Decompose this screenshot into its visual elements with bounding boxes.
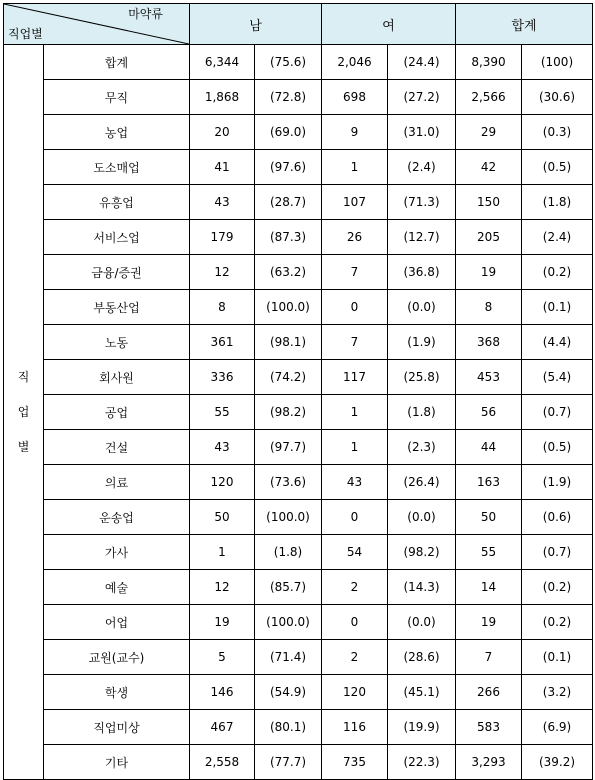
side-label-cell [4, 45, 44, 780]
female-percent-cell: (12.7) [388, 220, 456, 255]
total-percent-cell: (0.6) [522, 500, 593, 535]
total-count-cell: 3,293 [456, 745, 522, 780]
occupation-name-cell: 농업 [44, 115, 190, 150]
female-count-cell: 735 [322, 745, 388, 780]
occupation-name-cell: 합계 [44, 45, 190, 80]
male-count-cell: 12 [190, 255, 255, 290]
female-percent-cell: (71.3) [388, 185, 456, 220]
table-row [4, 710, 593, 745]
total-count-cell: 2,566 [456, 80, 522, 115]
total-count-cell: 205 [456, 220, 522, 255]
total-count-cell: 19 [456, 605, 522, 640]
total-percent-cell: (100) [522, 45, 593, 80]
female-count-cell: 2,046 [322, 45, 388, 80]
male-count-cell: 19 [190, 605, 255, 640]
diagonal-header-cell [4, 4, 190, 45]
male-percent-cell: (80.1) [255, 710, 322, 745]
female-count-cell: 7 [322, 325, 388, 360]
occupation-name-cell: 서비스업 [44, 220, 190, 255]
side-label-char: 직 [17, 369, 30, 384]
female-count-cell: 43 [322, 465, 388, 500]
female-percent-cell: (27.2) [388, 80, 456, 115]
female-count-cell: 698 [322, 80, 388, 115]
female-count-cell: 1 [322, 395, 388, 430]
female-count-cell: 26 [322, 220, 388, 255]
male-count-cell: 50 [190, 500, 255, 535]
male-percent-cell: (72.8) [255, 80, 322, 115]
total-count-cell: 266 [456, 675, 522, 710]
total-count-cell: 150 [456, 185, 522, 220]
table-row [4, 45, 593, 80]
total-percent-cell: (0.5) [522, 150, 593, 185]
table-row [4, 360, 593, 395]
table-row [4, 745, 593, 780]
table-row [4, 465, 593, 500]
table-row [4, 185, 593, 220]
female-count-cell: 116 [322, 710, 388, 745]
female-percent-cell: (28.6) [388, 640, 456, 675]
occupation-name-cell: 기타 [44, 745, 190, 780]
female-count-cell: 117 [322, 360, 388, 395]
total-count-cell: 29 [456, 115, 522, 150]
female-count-cell: 0 [322, 290, 388, 325]
male-percent-cell: (73.6) [255, 465, 322, 500]
total-percent-cell: (0.3) [522, 115, 593, 150]
male-count-cell: 179 [190, 220, 255, 255]
female-count-cell: 107 [322, 185, 388, 220]
male-percent-cell: (100.0) [255, 605, 322, 640]
male-count-cell: 361 [190, 325, 255, 360]
total-percent-cell: (0.1) [522, 290, 593, 325]
total-percent-cell: (5.4) [522, 360, 593, 395]
total-count-cell: 163 [456, 465, 522, 500]
female-percent-cell: (36.8) [388, 255, 456, 290]
occupation-name-cell: 회사원 [44, 360, 190, 395]
total-percent-cell: (0.2) [522, 570, 593, 605]
occupation-name-cell: 공업 [44, 395, 190, 430]
female-percent-cell: (1.8) [388, 395, 456, 430]
male-percent-cell: (97.6) [255, 150, 322, 185]
female-percent-cell: (0.0) [388, 605, 456, 640]
occupation-name-cell: 학생 [44, 675, 190, 710]
female-count-cell: 54 [322, 535, 388, 570]
male-percent-cell: (98.1) [255, 325, 322, 360]
header-total: 합계 [456, 4, 593, 45]
drug-occupation-table [3, 3, 593, 780]
total-percent-cell: (30.6) [522, 80, 593, 115]
female-count-cell: 1 [322, 150, 388, 185]
male-count-cell: 146 [190, 675, 255, 710]
total-count-cell: 14 [456, 570, 522, 605]
female-percent-cell: (14.3) [388, 570, 456, 605]
total-percent-cell: (2.4) [522, 220, 593, 255]
male-percent-cell: (100.0) [255, 290, 322, 325]
total-count-cell: 8 [456, 290, 522, 325]
total-count-cell: 368 [456, 325, 522, 360]
occupation-name-cell: 노동 [44, 325, 190, 360]
female-percent-cell: (22.3) [388, 745, 456, 780]
total-percent-cell: (1.9) [522, 465, 593, 500]
male-count-cell: 43 [190, 430, 255, 465]
female-percent-cell: (2.3) [388, 430, 456, 465]
header-male: 남 [190, 4, 322, 45]
total-percent-cell: (6.9) [522, 710, 593, 745]
female-count-cell: 2 [322, 640, 388, 675]
side-label-char: 업 [17, 404, 30, 419]
table-row [4, 220, 593, 255]
male-percent-cell: (100.0) [255, 500, 322, 535]
male-count-cell: 55 [190, 395, 255, 430]
table-row [4, 395, 593, 430]
table-row [4, 430, 593, 465]
female-percent-cell: (45.1) [388, 675, 456, 710]
male-count-cell: 120 [190, 465, 255, 500]
occupation-name-cell: 운송업 [44, 500, 190, 535]
table-row [4, 605, 593, 640]
occupation-name-cell: 예술 [44, 570, 190, 605]
total-percent-cell: (0.7) [522, 395, 593, 430]
table-row [4, 570, 593, 605]
table-row [4, 255, 593, 290]
female-count-cell: 9 [322, 115, 388, 150]
total-count-cell: 453 [456, 360, 522, 395]
table-row [4, 535, 593, 570]
occupation-name-cell: 도소매업 [44, 150, 190, 185]
male-percent-cell: (63.2) [255, 255, 322, 290]
total-percent-cell: (0.1) [522, 640, 593, 675]
occupation-name-cell: 부동산업 [44, 290, 190, 325]
male-count-cell: 43 [190, 185, 255, 220]
female-count-cell: 2 [322, 570, 388, 605]
female-percent-cell: (25.8) [388, 360, 456, 395]
female-percent-cell: (1.9) [388, 325, 456, 360]
male-percent-cell: (69.0) [255, 115, 322, 150]
occupation-name-cell: 교원(교수) [44, 640, 190, 675]
total-percent-cell: (4.4) [522, 325, 593, 360]
male-count-cell: 1,868 [190, 80, 255, 115]
total-count-cell: 50 [456, 500, 522, 535]
table-row [4, 290, 593, 325]
male-count-cell: 12 [190, 570, 255, 605]
male-percent-cell: (54.9) [255, 675, 322, 710]
total-count-cell: 44 [456, 430, 522, 465]
male-percent-cell: (98.2) [255, 395, 322, 430]
header-female: 여 [322, 4, 456, 45]
male-count-cell: 1 [190, 535, 255, 570]
occupation-name-cell: 무직 [44, 80, 190, 115]
male-percent-cell: (97.7) [255, 430, 322, 465]
total-percent-cell: (1.8) [522, 185, 593, 220]
female-count-cell: 7 [322, 255, 388, 290]
total-count-cell: 583 [456, 710, 522, 745]
female-percent-cell: (26.4) [388, 465, 456, 500]
total-count-cell: 55 [456, 535, 522, 570]
header-occupation-label: 직업별 [8, 27, 43, 41]
side-label-char: 별 [17, 439, 30, 454]
male-percent-cell: (71.4) [255, 640, 322, 675]
female-percent-cell: (98.2) [388, 535, 456, 570]
female-percent-cell: (19.9) [388, 710, 456, 745]
total-count-cell: 19 [456, 255, 522, 290]
total-percent-cell: (39.2) [522, 745, 593, 780]
male-count-cell: 5 [190, 640, 255, 675]
male-count-cell: 336 [190, 360, 255, 395]
male-count-cell: 8 [190, 290, 255, 325]
table-row [4, 500, 593, 535]
total-count-cell: 42 [456, 150, 522, 185]
total-percent-cell: (0.2) [522, 255, 593, 290]
male-percent-cell: (75.6) [255, 45, 322, 80]
table-row [4, 640, 593, 675]
male-percent-cell: (74.2) [255, 360, 322, 395]
total-percent-cell: (3.2) [522, 675, 593, 710]
male-percent-cell: (77.7) [255, 745, 322, 780]
female-count-cell: 0 [322, 605, 388, 640]
male-percent-cell: (1.8) [255, 535, 322, 570]
male-percent-cell: (85.7) [255, 570, 322, 605]
occupation-name-cell: 유흥업 [44, 185, 190, 220]
male-percent-cell: (28.7) [255, 185, 322, 220]
male-count-cell: 6,344 [190, 45, 255, 80]
total-percent-cell: (0.5) [522, 430, 593, 465]
occupation-name-cell: 의료 [44, 465, 190, 500]
total-count-cell: 56 [456, 395, 522, 430]
table-row [4, 325, 593, 360]
occupation-name-cell: 금융/증권 [44, 255, 190, 290]
female-count-cell: 1 [322, 430, 388, 465]
male-percent-cell: (87.3) [255, 220, 322, 255]
table-row [4, 675, 593, 710]
female-count-cell: 0 [322, 500, 388, 535]
header-drug-type-label: 마약류 [128, 7, 163, 21]
table-row [4, 150, 593, 185]
male-count-cell: 41 [190, 150, 255, 185]
header-row [4, 4, 593, 45]
total-count-cell: 8,390 [456, 45, 522, 80]
total-percent-cell: (0.7) [522, 535, 593, 570]
table-row [4, 80, 593, 115]
male-count-cell: 2,558 [190, 745, 255, 780]
female-percent-cell: (2.4) [388, 150, 456, 185]
male-count-cell: 20 [190, 115, 255, 150]
occupation-name-cell: 어업 [44, 605, 190, 640]
occupation-name-cell: 가사 [44, 535, 190, 570]
occupation-name-cell: 직업미상 [44, 710, 190, 745]
female-percent-cell: (31.0) [388, 115, 456, 150]
total-count-cell: 7 [456, 640, 522, 675]
total-percent-cell: (0.2) [522, 605, 593, 640]
table-body [4, 45, 593, 780]
female-percent-cell: (0.0) [388, 290, 456, 325]
table-row [4, 115, 593, 150]
male-count-cell: 467 [190, 710, 255, 745]
female-percent-cell: (24.4) [388, 45, 456, 80]
female-count-cell: 120 [322, 675, 388, 710]
female-percent-cell: (0.0) [388, 500, 456, 535]
occupation-name-cell: 건설 [44, 430, 190, 465]
